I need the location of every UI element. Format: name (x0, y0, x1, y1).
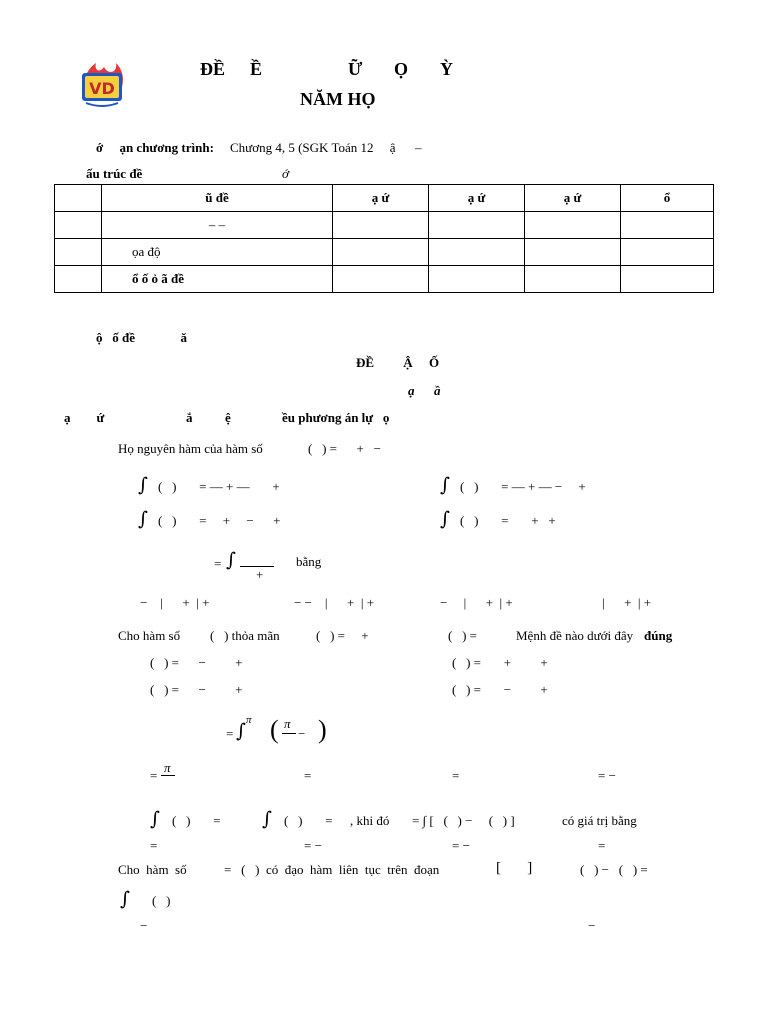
q5-part-e: có giá trị bằng (562, 813, 637, 828)
q1-stem: Họ nguyên hàm của hàm số (118, 441, 263, 456)
q1-option-a: ( ) = — + — + (158, 479, 280, 494)
q5-option-b: = − (304, 838, 322, 853)
q3-stem-e: Mệnh đề nào dưới đây (516, 628, 634, 643)
integral-symbol: ∫ (440, 474, 450, 496)
integral-symbol: ∫ (138, 508, 148, 530)
q1-function: ( ) = + − (308, 441, 381, 456)
integral-symbol: ∫ (262, 808, 272, 830)
q6-stem-e: ( ) (152, 893, 171, 908)
q2-option-c: − | + | + (440, 595, 513, 610)
part-heading-b: ắ ệ (186, 410, 231, 425)
section-note: ộ ố đề ă (96, 330, 187, 345)
table-cell (55, 239, 102, 266)
q2-option-a: − | + | + (140, 595, 210, 610)
q2-option-d: | + | + (602, 595, 652, 610)
q5-part-a: ( ) = (172, 813, 221, 828)
integral-symbol: ∫ (440, 508, 450, 530)
q4-upper-limit: π (246, 714, 252, 726)
q6-interval: [ ] (496, 860, 533, 876)
q3-option-c: ( ) = − + (150, 682, 243, 697)
q1-option-d: ( ) = + + (460, 513, 556, 528)
q3-option-b: ( ) = + + (452, 655, 548, 670)
title-word-4: Ọ (394, 59, 409, 79)
q3-stem-b: ( ) thỏa mãn (210, 628, 280, 643)
q6-stem-b: = ( ) có đạo hàm liên tục trên đoạn (224, 862, 440, 877)
exam-title: ĐỀ Ậ Ố (356, 355, 440, 370)
table-header-level-3: ạ ứ (525, 185, 621, 212)
q3-option-d: ( ) = − + (452, 682, 548, 697)
title-word-2: Ề (250, 59, 263, 79)
integral-symbol: ∫ (120, 888, 130, 910)
q2-bang: bằng (296, 554, 322, 569)
structure-extra: ớ (282, 166, 289, 181)
scope-label: ớ ạn chương trình: (96, 140, 214, 155)
q4-frac-rest: − (298, 726, 306, 741)
title-line-2: NĂM HỌ (300, 89, 376, 109)
structure-table (54, 184, 714, 293)
table-header-row (55, 185, 714, 212)
table-cell-topic: – – (102, 212, 333, 239)
q5-option-d: = (598, 838, 606, 853)
table-cell (55, 212, 102, 239)
table-header-level-2: ạ ứ (429, 185, 525, 212)
q4-lhs: = (226, 726, 234, 741)
table-cell-total-label: ổ ố ỏ ã đề (102, 266, 333, 293)
title-word-5: Ỳ (440, 59, 453, 79)
integral-symbol: ∫ (236, 720, 246, 742)
q4-paren-open: ( (270, 715, 279, 744)
table-header-level-1: ạ ứ (333, 185, 429, 212)
q6-option-a: − (140, 918, 148, 933)
q3-stem-f: đúng (644, 628, 673, 643)
structure-label: ấu trúc đề (86, 166, 143, 181)
integral-symbol: ∫ (226, 549, 236, 571)
q3-stem-a: Cho hàm số (118, 628, 181, 643)
part-heading-a: ạ ứ (64, 410, 105, 425)
part-heading-c: ều phương án lự ọ (282, 410, 390, 425)
integral-symbol: ∫ (150, 808, 160, 830)
table-cell (55, 185, 102, 212)
q4-fraction-bar (282, 733, 296, 734)
table-row (55, 212, 714, 239)
q5-part-c: , khi đó (350, 813, 390, 828)
table-row (55, 239, 714, 266)
title-word-3: Ữ (348, 59, 363, 79)
q4-option-b: = (304, 768, 312, 783)
q3-option-a: ( ) = − + (150, 655, 243, 670)
title-word-1: ĐỀ (200, 59, 226, 79)
q3-stem-c: ( ) = + (316, 628, 369, 643)
q1-option-c: ( ) = + − + (158, 513, 281, 528)
integral-symbol: ∫ (138, 474, 148, 496)
table-cell-topic: ọa độ (102, 239, 333, 266)
q6-stem-d: ( ) − ( ) = (580, 862, 648, 877)
table-row (55, 266, 714, 293)
q6-stem-a: Cho hàm số (118, 862, 187, 877)
q4-paren-close: ) (318, 715, 327, 744)
table-header-total: ổ (621, 185, 714, 212)
q2-lhs: = (214, 556, 222, 571)
exam-subtitle: ạ ầ (408, 383, 441, 398)
q5-part-d: = ∫ [ ( ) − ( ) ] (412, 813, 515, 828)
q4-option-d: = − (598, 768, 616, 783)
q4-option-a: = (150, 768, 158, 783)
q4-frac-top: π (284, 716, 291, 731)
table-cell (55, 266, 102, 293)
q4-option-a-bar (161, 775, 175, 776)
q2-denominator: + (256, 567, 264, 582)
q5-part-b: ( ) = (284, 813, 333, 828)
q2-option-b: − − | + | + (294, 595, 375, 610)
q4-option-c: = (452, 768, 460, 783)
q1-option-b: ( ) = — + — − + (460, 479, 586, 494)
table-header-topic: ũ đề (102, 185, 333, 212)
q5-option-c: = − (452, 838, 470, 853)
logo-text: VD (89, 79, 115, 98)
q3-stem-d: ( ) = (448, 628, 477, 643)
q5-option-a: = (150, 838, 158, 853)
school-logo (74, 55, 130, 111)
q4-option-a-pi: π (164, 760, 171, 775)
q6-option-d: − (588, 918, 596, 933)
scope-value: Chương 4, 5 (SGK Toán 12 ậ – (230, 140, 422, 155)
